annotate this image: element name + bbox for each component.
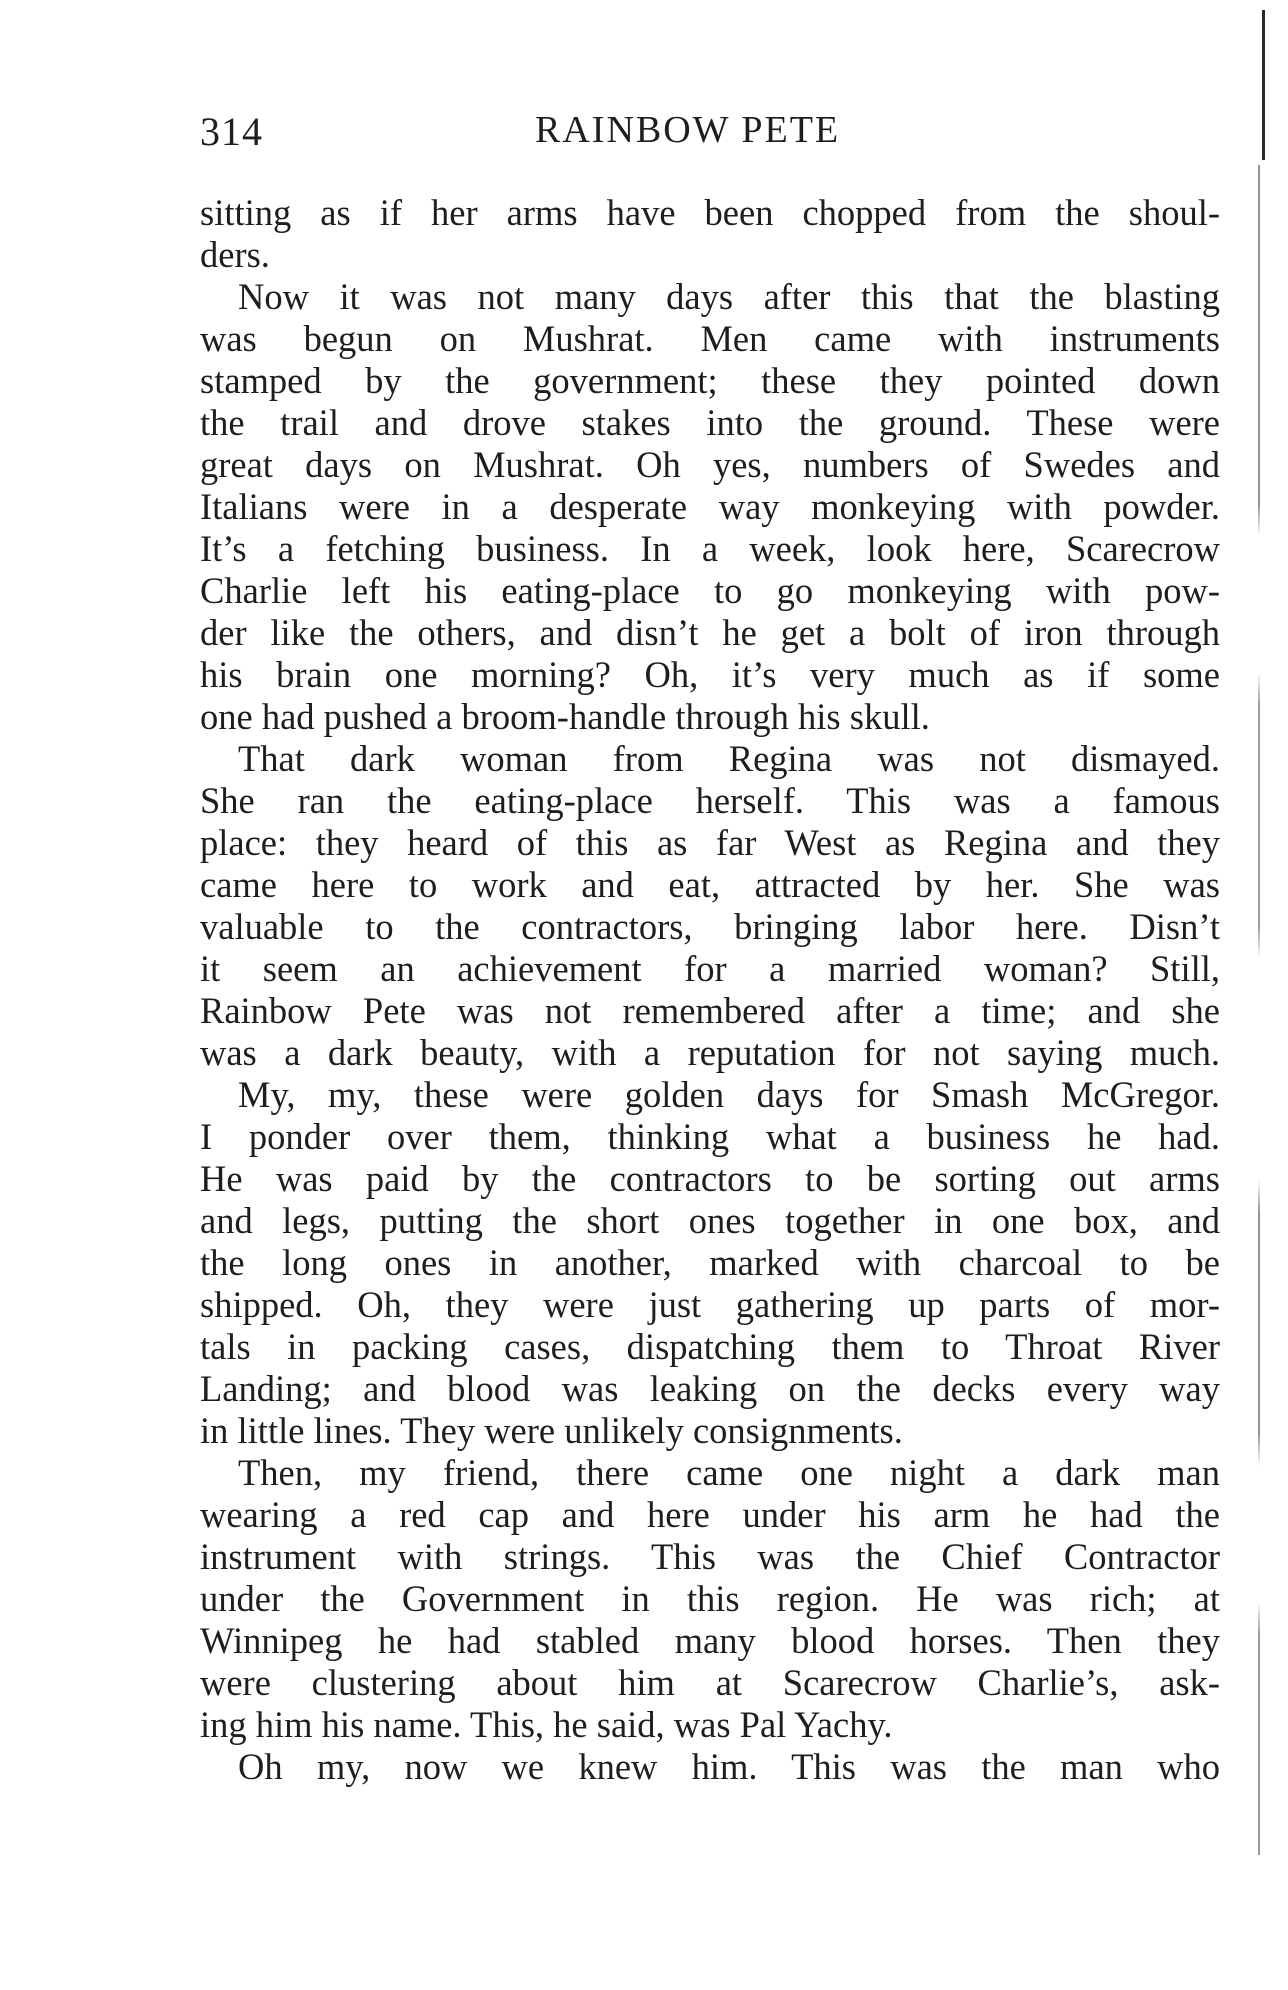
text-line: one had pushed a broom-handle through his skull. (200, 696, 930, 737)
text-line: sitting as if her arms have been chopped from the shoul- (200, 192, 1220, 233)
paragraph-start-line: Then, my friend, there came one night a dark man (238, 1452, 1220, 1493)
text-line: wearing a red cap and here under his arm he had the (200, 1494, 1220, 1535)
text-line: He was paid by the contractors to be sorting out arms (200, 1158, 1220, 1199)
text-line: Italians were in a desperate way monkeying with powder. (200, 486, 1220, 527)
text-line: tals in packing cases, dispatching them to Throat River (200, 1326, 1220, 1367)
text-line: it seem an achievement for a married woman? Still, (200, 948, 1220, 989)
text-line: his brain one morning? Oh, it’s very much as if some (200, 654, 1220, 695)
text-line: the trail and drove stakes into the ground. These were (200, 402, 1220, 443)
text-line: der like the others, and disn’t he get a bolt of iron through (200, 612, 1220, 653)
running-title: RAINBOW PETE (535, 109, 841, 151)
body-text (200, 192, 1220, 1788)
paragraph-start-line: My, my, these were golden days for Smash McGregor. (238, 1074, 1220, 1115)
text-line: great days on Mushrat. Oh yes, numbers of Swedes and (200, 444, 1220, 485)
text-line: ders. (200, 234, 270, 275)
text-line: place: they heard of this as far West as Regina and they (200, 822, 1220, 863)
text-line: instrument with strings. This was the Chief Contractor (200, 1536, 1220, 1577)
page-edge-shadow-lower (1258, 165, 1260, 1855)
text-line: shipped. Oh, they were just gathering up parts of mor- (200, 1284, 1220, 1325)
text-line: under the Government in this region. He was rich; at (200, 1578, 1220, 1619)
text-line: and legs, putting the short ones together in one box, and (200, 1200, 1220, 1241)
text-line: ing him his name. This, he said, was Pal Yachy. (200, 1704, 893, 1745)
text-line: stamped by the government; these they pointed down (200, 360, 1220, 401)
text-line: the long ones in another, marked with charcoal to be (200, 1242, 1220, 1283)
text-line: was begun on Mushrat. Men came with instruments (200, 318, 1220, 359)
paragraph-start-line: That dark woman from Regina was not dismayed. (238, 738, 1220, 779)
text-line: valuable to the contractors, bringing labor here. Disn’t (200, 906, 1220, 947)
text-line: were clustering about him at Scarecrow Charlie’s, ask- (200, 1662, 1220, 1703)
paragraph-start-line: Oh my, now we knew him. This was the man who (238, 1746, 1220, 1787)
text-line: was a dark beauty, with a reputation for not saying much. (200, 1032, 1220, 1073)
text-line: I ponder over them, thinking what a business he had. (200, 1116, 1220, 1157)
text-line: came here to work and eat, attracted by her. She was (200, 864, 1220, 905)
text-line: She ran the eating-place herself. This was a famous (200, 780, 1220, 821)
page-edge-shadow (1262, 10, 1265, 160)
text-line: Winnipeg he had stabled many blood horses. Then they (200, 1620, 1220, 1661)
text-line: Landing; and blood was leaking on the decks every way (200, 1368, 1220, 1409)
text-line: in little lines. They were unlikely consignments. (200, 1410, 903, 1451)
text-line: Rainbow Pete was not remembered after a time; and she (200, 990, 1220, 1031)
page-header (200, 108, 1220, 168)
text-line: Charlie left his eating-place to go monkeying with pow- (200, 570, 1220, 611)
text-line: It’s a fetching business. In a week, look here, Scarecrow (200, 528, 1220, 569)
paragraph-start-line: Now it was not many days after this that the blasting (238, 276, 1220, 317)
page-number: 314 (200, 109, 263, 154)
